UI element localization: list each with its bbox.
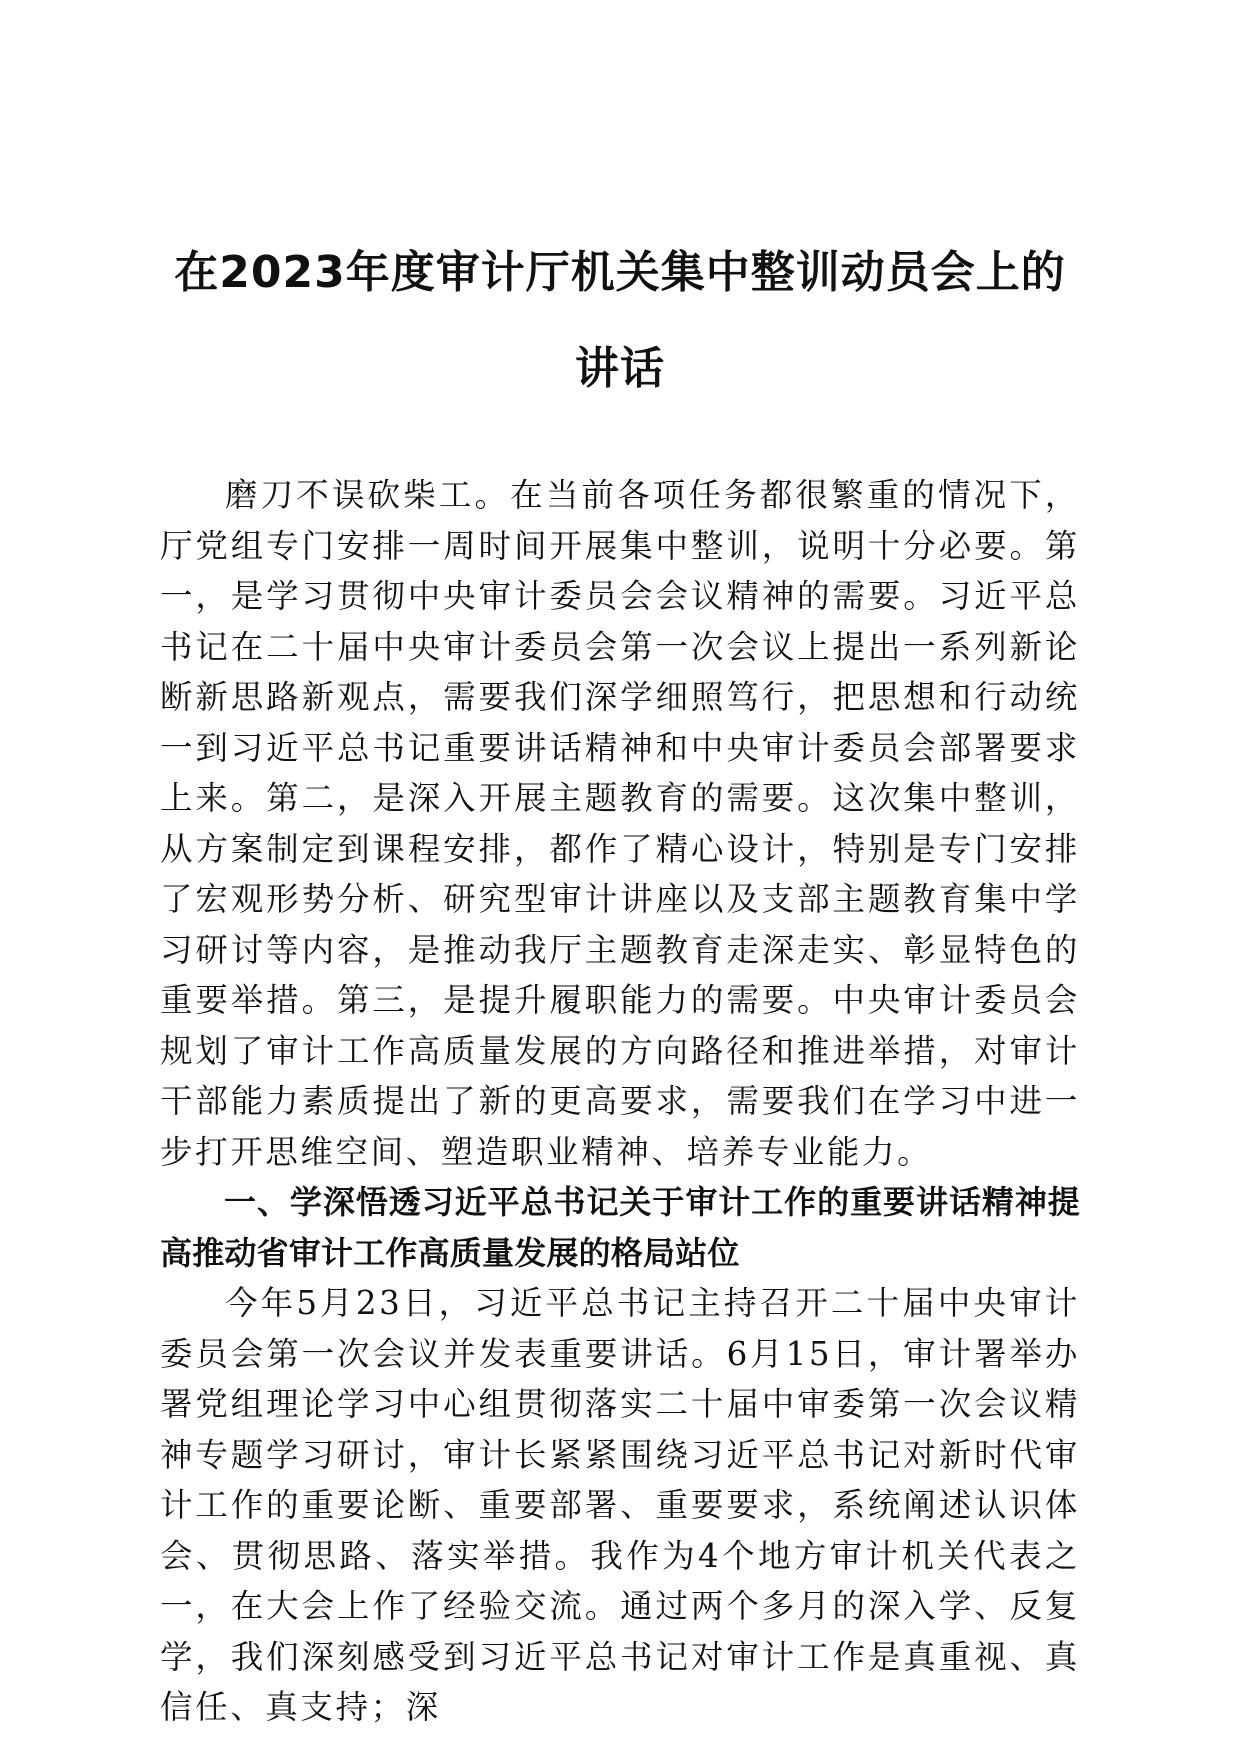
document-title: 在2023年度审计厅机关集中整训动员会上的讲话 bbox=[174, 247, 1066, 394]
document-body bbox=[160, 470, 1080, 1733]
section-heading: 一、学深悟透习近平总书记关于审计工作的重要讲话精神提高推动省审计工作高质量发展的格局站位 bbox=[160, 1183, 1080, 1272]
intro-paragraph: 磨刀不误砍柴工。在当前各项任务都很繁重的情况下，厅党组专门安排一周时间开展集中整训，说明十分必要。第一，是学习贯彻中央审计委员会会议精神的需要。习近平总书记在二十届中央审计委员会第一次会议上提出一系列新论断新思路新观点，需要我们深学细照笃行，把思想和行动统一到习近平总书记重要讲话精神和中央审计委员会部署要求上来。第二，是深入开展主题教育的需要。这次集中整训，从方案制定到课程安排，都作了精心设计，特别是专门安排了宏观形势分析、研究型审计讲座以及支部主题教育集中学习研讨等内容，是推动我厅主题教育走深走实、彰显特色的重要举措。第三，是提升履职能力的需要。中央审计委员会规划了审计工作高质量发展的方向路径和推进举措，对审计干部能力素质提出了新的更高要求，需要我们在学习中进一步打开思维空间、塑造职业精神、培养专业能力。 bbox=[160, 476, 1080, 1171]
section-paragraph: 今年5月23日，习近平总书记主持召开二十届中央审计委员会第一次会议并发表重要讲话。6月15日，审计署举办署党组理论学习中心组贯彻落实二十届中审委第一次会议精神专题学习研讨，审计长紧紧围绕习近平总书记对新时代审计工作的重要论断、重要部署、重要要求，系统阐述认识体会、贯彻思路、落实举措。我作为4个地方审计机关代表之一，在大会上作了经验交流。通过两个多月的深入学、反复学，我们深刻感受到习近平总书记对审计工作是真重视、真信任、真支持；深 bbox=[160, 1284, 1080, 1726]
